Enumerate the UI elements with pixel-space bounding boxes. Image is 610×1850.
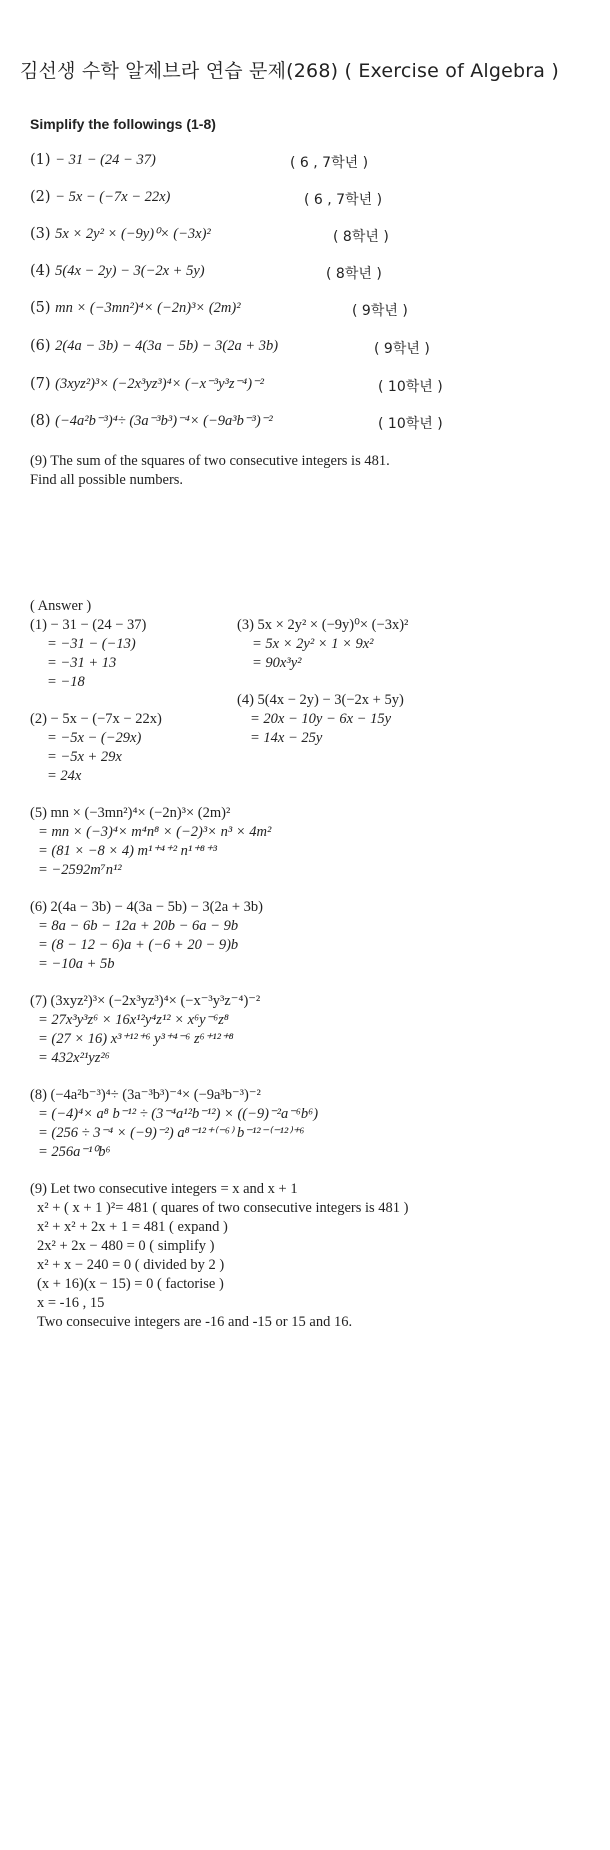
problem-2: (2) − 5x − (−7x − 22x) [30,189,171,205]
answer-1-line-4: = −18 [47,674,85,690]
grade-8: ( 10학년 ) [378,416,443,432]
answer-5-line-2: = mn × (−3)⁴× m⁴n⁸ × (−2)³× n³ × 4m² [38,824,272,840]
instructions-heading: Simplify the followings (1-8) [30,116,216,132]
problem-1: (1) − 31 − (24 − 37) [30,152,156,168]
answer-heading: ( Answer ) [30,598,92,614]
answer-4-line-2: = 20x − 10y − 6x − 15y [250,711,392,727]
answer-7-line-4: = 432x²¹yz²⁶ [38,1050,110,1066]
answer-3-line-3: = 90x³y² [252,655,302,671]
answer-9-line-4: 2x² + 2x − 480 = 0 ( simplify ) [37,1238,215,1254]
answer-4-line-1: (4) 5(4x − 2y) − 3(−2x + 5y) [237,692,404,708]
grade-1: ( 6 , 7학년 ) [290,155,369,171]
answer-9-line-5: x² + x − 240 = 0 ( divided by 2 ) [37,1257,225,1273]
answer-1-line-1: (1) − 31 − (24 − 37) [30,617,147,633]
answer-9-line-1: (9) Let two consecutive integers = x and x + 1 [30,1181,298,1197]
answer-9-line-7: x = -16 , 15 [37,1295,105,1311]
answer-9-line-2: x² + ( x + 1 )²= 481 ( quares of two consecutive integers is 481 ) [37,1200,409,1216]
answer-4-line-3: = 14x − 25y [250,730,323,746]
answer-8-line-1: (8) (−4a²b⁻³)⁴÷ (3a⁻³b³)⁻⁴× (−9a³b⁻³)⁻² [30,1087,261,1103]
problem-7: (7) (3xyz²)³× (−2x³yz³)⁴× (−x⁻³y³z⁻⁴)⁻² [30,376,265,392]
answer-9-line-3: x² + x² + 2x + 1 = 481 ( expand ) [37,1219,228,1235]
grade-3: ( 8학년 ) [333,229,389,245]
answer-7-line-3: = (27 × 16) x³⁺¹²⁺⁶ y³⁺⁴⁻⁶ z⁶⁺¹²⁺⁸ [38,1031,234,1047]
grade-4: ( 8학년 ) [326,266,382,282]
answer-8-line-2: = (−4)⁴× a⁸ b⁻¹² ÷ (3⁻⁴a¹²b⁻¹²) × ((−9)⁻²a⁻⁶b⁶) [38,1106,319,1122]
problem-8: (8) (−4a²b⁻³)⁴÷ (3a⁻³b³)⁻⁴× (−9a³b⁻³)⁻² [30,413,273,429]
problem-5: (5) mn × (−3mn²)⁴× (−2n)³× (2m)² [30,300,241,316]
answer-6-line-4: = −10a + 5b [38,956,115,972]
answer-2-line-2: = −5x − (−29x) [47,730,142,746]
answer-5-line-4: = −2592m⁷n¹² [38,862,122,878]
answer-1-line-2: = −31 − (−13) [47,636,136,652]
problem-3: (3) 5x × 2y² × (−9y)⁰× (−3x)² [30,226,211,242]
answer-3-line-1: (3) 5x × 2y² × (−9y)⁰× (−3x)² [237,617,409,633]
answer-2-line-3: = −5x + 29x [47,749,122,765]
answer-7-line-1: (7) (3xyz²)³× (−2x³yz³)⁴× (−x⁻³y³z⁻⁴)⁻² [30,993,261,1009]
answer-5-line-3: = (81 × −8 × 4) m¹⁺⁴⁺² n¹⁺⁸⁺³ [38,843,217,859]
page-title: 김선생 수학 알제브라 연습 문제(268) ( Exercise of Algebra ) [20,60,559,82]
answer-8-line-3: = (256 ÷ 3⁻⁴ × (−9)⁻²) a⁸⁻¹²⁺⁽⁻⁶⁾ b⁻¹²⁻⁽⁻¹²⁾⁺⁶ [38,1125,305,1141]
problem-4: (4) 5(4x − 2y) − 3(−2x + 5y) [30,263,205,279]
answer-3-line-2: = 5x × 2y² × 1 × 9x² [252,636,374,652]
grade-6: ( 9학년 ) [374,341,430,357]
answer-2-line-1: (2) − 5x − (−7x − 22x) [30,711,162,727]
answer-7-line-2: = 27x³y³z⁶ × 16x¹²y⁴z¹² × x⁶y⁻⁶z⁸ [38,1012,229,1028]
answer-1-line-3: = −31 + 13 [47,655,117,671]
grade-7: ( 10학년 ) [378,379,443,395]
problem-6: (6) 2(4a − 3b) − 4(3a − 5b) − 3(2a + 3b) [30,338,279,354]
problem-9-line-2: Find all possible numbers. [30,472,184,488]
answer-6-line-2: = 8a − 6b − 12a + 20b − 6a − 9b [38,918,239,934]
answer-6-line-3: = (8 − 12 − 6)a + (−6 + 20 − 9)b [38,937,239,953]
answer-9-line-8: Two consecuive integers are -16 and -15 or 15 and 16. [37,1314,353,1330]
answer-2-line-4: = 24x [47,768,82,784]
answer-5-line-1: (5) mn × (−3mn²)⁴× (−2n)³× (2m)² [30,805,231,821]
grade-2: ( 6 , 7학년 ) [304,192,383,208]
grade-5: ( 9학년 ) [352,303,408,319]
problem-9-line-1: (9) The sum of the squares of two consecutive integers is 481. [30,453,390,469]
answer-9-line-6: (x + 16)(x − 15) = 0 ( factorise ) [37,1276,224,1292]
answer-6-line-1: (6) 2(4a − 3b) − 4(3a − 5b) − 3(2a + 3b) [30,899,263,915]
answer-8-line-4: = 256a⁻¹⁰b⁶ [38,1144,111,1160]
